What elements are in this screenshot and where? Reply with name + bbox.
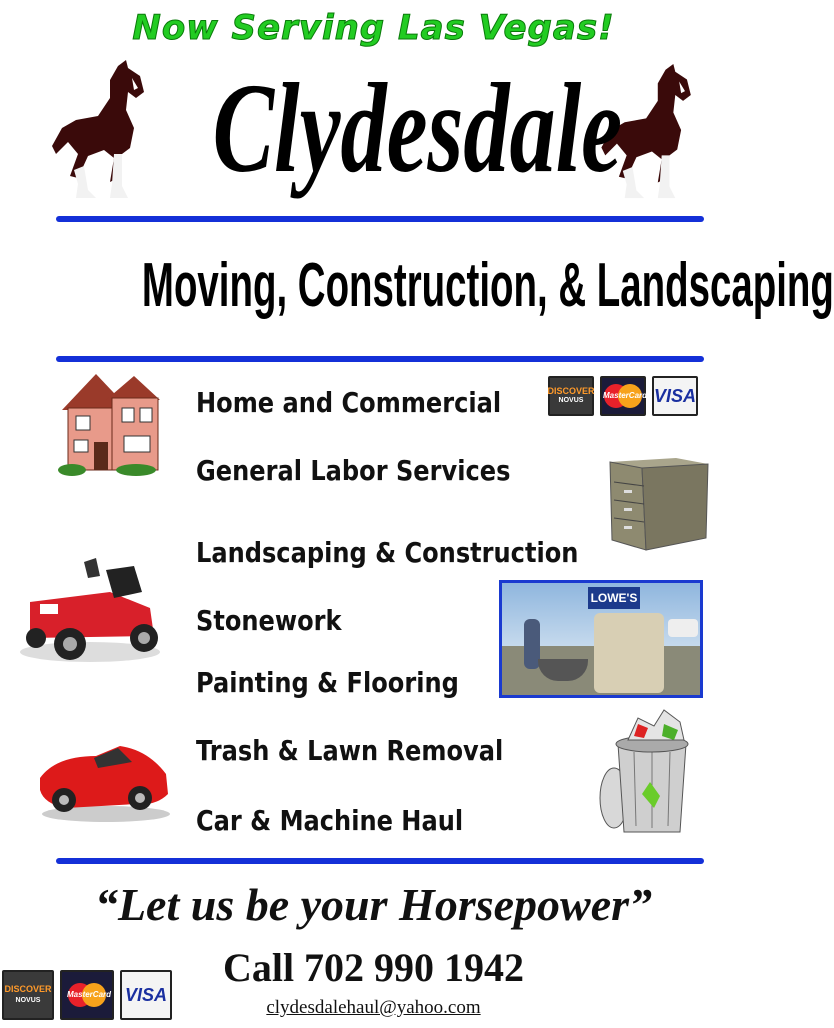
file-cabinet-icon [606, 456, 712, 552]
stonework-photo [499, 580, 703, 698]
email-link[interactable]: clydesdalehaul@yahoo.com [266, 997, 481, 1018]
visa-card-icon: VISA [652, 376, 698, 416]
service-item: Trash & Lawn Removal [196, 734, 504, 767]
subtitle: Moving, Construction, & Landscaping [141, 251, 834, 320]
divider [56, 216, 704, 222]
sports-car-icon [36, 728, 172, 824]
service-item: Stonework [196, 604, 342, 637]
service-item: Car & Machine Haul [196, 804, 464, 837]
slogan: “Let us be your Horsepower” [94, 879, 653, 930]
divider [56, 858, 704, 864]
horse-icon [48, 58, 156, 202]
discover-card-icon: DISCOVER NOVUS [2, 970, 54, 1020]
trash-can-icon [594, 700, 708, 838]
house-icon [56, 370, 162, 478]
divider [56, 356, 704, 362]
mastercard-card-icon: MasterCard [60, 970, 114, 1020]
service-item: Painting & Flooring [196, 666, 459, 699]
mastercard-card-icon: MasterCard [600, 376, 646, 416]
service-item: General Labor Services [196, 454, 511, 487]
discover-card-icon: DISCOVER NOVUS [548, 376, 594, 416]
lawn-mower-icon [10, 552, 162, 664]
brand-title: Clydesdale [212, 57, 623, 199]
service-item: Home and Commercial [196, 386, 502, 419]
service-item: Landscaping & Construction [196, 536, 579, 569]
phone-number[interactable]: Call 702 990 1942 [222, 945, 525, 990]
lowes-sign: LOWE'S [588, 587, 640, 609]
visa-card-icon: VISA [120, 970, 172, 1020]
tagline: Now Serving Las Vegas! [132, 8, 615, 48]
